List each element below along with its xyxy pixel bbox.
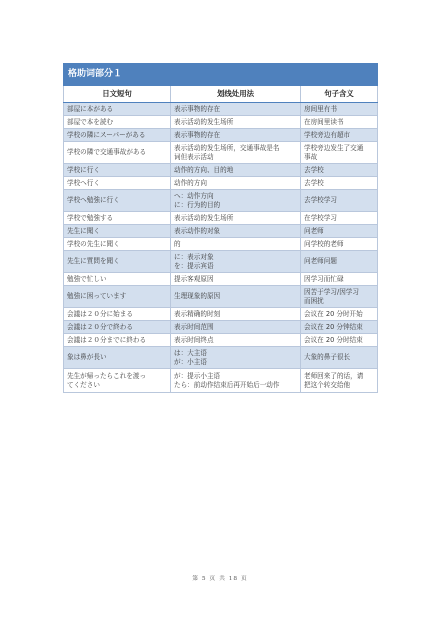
japanese-text: 勉強に困っています xyxy=(67,292,127,301)
usage-cell xyxy=(171,177,301,190)
meaning-cell xyxy=(301,177,378,190)
japanese-text: 会議は２０分までに終わる xyxy=(67,335,147,344)
usage-cell xyxy=(171,321,301,334)
table-title: 格助词部分１ xyxy=(64,64,378,86)
japanese-text: 先生が帰ったらこれを渡っ xyxy=(67,371,147,380)
japanese-cell xyxy=(64,321,171,334)
usage-cell xyxy=(171,142,301,164)
usage-text: 生理现象的原因 xyxy=(174,292,221,301)
japanese-text: 先生に聞く xyxy=(67,226,100,235)
japanese-text: 学校の隣にスーパーがある xyxy=(67,130,146,139)
meaning-cell xyxy=(301,334,378,347)
usage-text: を：提示宾语 xyxy=(174,261,214,270)
usage-cell xyxy=(171,308,301,321)
page-footer: 第 5 页 共 18 页 xyxy=(192,576,248,582)
usage-cell xyxy=(171,286,301,308)
meaning-text: 问老师问题 xyxy=(304,257,337,266)
usage-text: は：大主语 xyxy=(174,348,207,357)
meaning-text: 会议在 20 分时结束 xyxy=(304,335,363,344)
table-row xyxy=(64,116,378,129)
meaning-cell xyxy=(301,212,378,225)
usage-text: 表示事物的存在 xyxy=(174,104,221,113)
meaning-cell xyxy=(301,190,378,212)
meaning-cell xyxy=(301,369,378,393)
table-row xyxy=(64,308,378,321)
table-row xyxy=(64,177,378,190)
usage-cell xyxy=(171,238,301,251)
japanese-cell xyxy=(64,103,171,116)
usage-text: 词但表示活动 xyxy=(174,152,214,161)
usage-text: 提示客观原因 xyxy=(174,274,214,283)
table-row xyxy=(64,286,378,308)
meaning-text: 学校旁边有超市 xyxy=(304,130,351,139)
usage-text: が：小主语 xyxy=(174,357,207,366)
usage-text: 表示精确的时刻 xyxy=(174,309,221,318)
table-row xyxy=(64,334,378,347)
usage-cell xyxy=(171,103,301,116)
table-row xyxy=(64,164,378,177)
usage-cell xyxy=(171,251,301,273)
usage-text: へ：动作方向 xyxy=(174,191,214,200)
japanese-cell xyxy=(64,347,171,369)
japanese-cell xyxy=(64,251,171,273)
japanese-text: 部屋で本を読む xyxy=(67,117,114,126)
usage-text: 表示动作的对象 xyxy=(174,226,221,235)
meaning-cell xyxy=(301,321,378,334)
japanese-cell xyxy=(64,369,171,393)
meaning-cell xyxy=(301,225,378,238)
meaning-cell xyxy=(301,286,378,308)
meaning-cell xyxy=(301,347,378,369)
usage-cell xyxy=(171,164,301,177)
table-row xyxy=(64,369,378,393)
usage-text: 表示活动的发生场所 xyxy=(174,213,234,222)
table-row xyxy=(64,225,378,238)
meaning-text: 大象的鼻子很长 xyxy=(304,353,351,362)
meaning-text: 房间里有书 xyxy=(304,104,337,113)
table-row xyxy=(64,238,378,251)
usage-cell xyxy=(171,347,301,369)
table-row xyxy=(64,321,378,334)
meaning-cell xyxy=(301,142,378,164)
usage-cell xyxy=(171,212,301,225)
usage-text: 动作的方向、目的地 xyxy=(174,165,234,174)
table-row xyxy=(64,347,378,369)
meaning-text: 会议在 20 分时开始 xyxy=(304,309,363,318)
usage-text: に：表示对象 xyxy=(174,252,214,261)
table-row xyxy=(64,190,378,212)
japanese-text: 先生に質問を聞く xyxy=(67,257,120,266)
meaning-text: 去学校 xyxy=(304,178,324,187)
usage-text: 的 xyxy=(174,239,181,248)
table-row xyxy=(64,129,378,142)
japanese-cell xyxy=(64,116,171,129)
usage-text: 表示时间范围 xyxy=(174,322,214,331)
meaning-text: 而困扰 xyxy=(304,296,324,305)
table-row xyxy=(64,251,378,273)
japanese-cell xyxy=(64,273,171,286)
table-row xyxy=(64,212,378,225)
usage-text: 表示事物的存在 xyxy=(174,130,221,139)
meaning-cell xyxy=(301,251,378,273)
meaning-text: 会议在 20 分钟结束 xyxy=(304,322,363,331)
meaning-cell xyxy=(301,238,378,251)
japanese-cell xyxy=(64,177,171,190)
japanese-text: 学校に行く xyxy=(67,165,100,174)
usage-cell xyxy=(171,369,301,393)
meaning-cell xyxy=(301,129,378,142)
meaning-text: 因学习而忙碌 xyxy=(304,274,344,283)
meaning-text: 在学校学习 xyxy=(304,213,337,222)
meaning-cell xyxy=(301,308,378,321)
meaning-text: 去学校 xyxy=(304,165,324,174)
japanese-text: 学校の先生に聞く xyxy=(67,239,120,248)
japanese-text: 学校で勉強する xyxy=(67,213,114,222)
japanese-text: 学校へ行く xyxy=(67,178,100,187)
table-row xyxy=(64,273,378,286)
usage-cell xyxy=(171,116,301,129)
meaning-text: 因苦于学习/因学习 xyxy=(304,287,359,296)
japanese-text: 部屋に本がある xyxy=(67,104,114,113)
japanese-text: てください xyxy=(67,380,100,389)
meaning-text: 去学校学习 xyxy=(304,196,337,205)
usage-cell xyxy=(171,190,301,212)
usage-text: たら：前动作结束后再开始后一动作 xyxy=(174,380,280,389)
column-header-usage: 划线处用法 xyxy=(171,86,301,103)
meaning-cell xyxy=(301,116,378,129)
japanese-cell xyxy=(64,334,171,347)
japanese-cell xyxy=(64,238,171,251)
japanese-cell xyxy=(64,142,171,164)
meaning-text: 问老师 xyxy=(304,226,324,235)
japanese-text: 学校へ勉強に行く xyxy=(67,196,120,205)
japanese-text: 勉強で忙しい xyxy=(67,274,107,283)
japanese-cell xyxy=(64,308,171,321)
usage-cell xyxy=(171,334,301,347)
table-row xyxy=(64,142,378,164)
column-header-japanese: 日文短句 xyxy=(64,86,171,103)
grammar-table xyxy=(63,63,378,393)
japanese-cell xyxy=(64,286,171,308)
meaning-text: 老师回来了的话，请 xyxy=(304,371,364,380)
japanese-cell xyxy=(64,190,171,212)
usage-text: が：提示小主语 xyxy=(174,371,221,380)
usage-text: に：行为的目的 xyxy=(174,200,221,209)
japanese-text: 会議は２０分に始まる xyxy=(67,309,133,318)
table-body xyxy=(64,103,378,393)
usage-text: 表示活动的发生场所，交通事故是名 xyxy=(174,143,280,152)
meaning-cell xyxy=(301,273,378,286)
usage-cell xyxy=(171,273,301,286)
usage-cell xyxy=(171,225,301,238)
usage-text: 动作的方向 xyxy=(174,178,207,187)
japanese-cell xyxy=(64,129,171,142)
meaning-cell xyxy=(301,103,378,116)
japanese-text: 象は鼻が長い xyxy=(67,353,107,362)
usage-cell xyxy=(171,129,301,142)
column-header-meaning: 句子含义 xyxy=(301,86,378,103)
meaning-text: 在房间里读书 xyxy=(304,117,344,126)
meaning-cell xyxy=(301,164,378,177)
japanese-cell xyxy=(64,164,171,177)
table-row xyxy=(64,103,378,116)
meaning-text: 问学校的老师 xyxy=(304,239,344,248)
usage-text: 表示活动的发生场所 xyxy=(174,117,234,126)
meaning-text: 把这个转交给他 xyxy=(304,380,351,389)
japanese-cell xyxy=(64,225,171,238)
japanese-text: 会議は２０分で終わる xyxy=(67,322,133,331)
japanese-text: 学校の隣で交通事故がある xyxy=(67,148,147,157)
japanese-cell xyxy=(64,212,171,225)
meaning-text: 事故 xyxy=(304,152,318,161)
usage-text: 表示时间终点 xyxy=(174,335,214,344)
meaning-text: 学校旁边发生了交通 xyxy=(304,143,364,152)
